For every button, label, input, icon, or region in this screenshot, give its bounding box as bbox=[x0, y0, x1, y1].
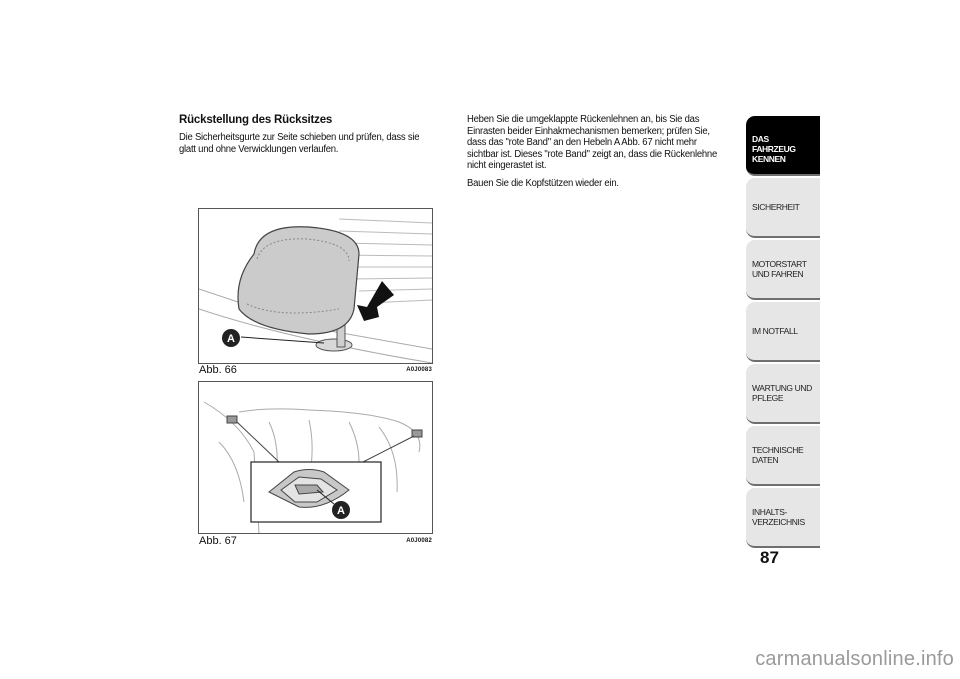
instruction-paragraph-1: Heben Sie die umgeklappte Rückenlehnen an, bis Sie das Einrasten beider Einhakmechanismen bemerken; prüfen Sie, dass das "rote Band" an den Hebeln A Abb. 67 nicht mehr sichtbar ist. Dieses "rote Band" zeigt an, dass die Rückenlehne nicht eingerastet ist. bbox=[467, 114, 718, 171]
tab-sicherheit[interactable]: SICHERHEIT bbox=[746, 178, 820, 238]
callout-a-label: A bbox=[227, 333, 235, 345]
headrest-illustration bbox=[199, 209, 432, 363]
tab-das-fahrzeug-kennen[interactable]: DAS FAHRZEUG KENNEN bbox=[746, 116, 820, 176]
tab-technische-daten[interactable]: TECHNISCHE DATEN bbox=[746, 426, 820, 486]
watermark: carmanualsonline.info bbox=[755, 648, 954, 670]
up-arrow-icon bbox=[357, 281, 394, 321]
tab-im-notfall[interactable]: IM NOTFALL bbox=[746, 302, 820, 362]
section-heading: Rückstellung des Rücksitzes bbox=[179, 114, 333, 126]
figure-code: A0J0083 bbox=[406, 367, 432, 373]
instruction-paragraph: Die Sicherheitsgurte zur Seite schieben und prüfen, dass sie glatt und ohne Verwicklungen verlaufen. bbox=[179, 132, 420, 155]
figure-label: Abb. 67 bbox=[199, 535, 237, 547]
callout-a-label: A bbox=[337, 505, 345, 517]
seat-lever-illustration bbox=[199, 382, 432, 533]
tab-wartung-und-pflege[interactable]: WARTUNG UND PFLEGE bbox=[746, 364, 820, 424]
page-number: 87 bbox=[760, 548, 779, 567]
figure-code: A0J0082 bbox=[406, 538, 432, 544]
left-text-column bbox=[179, 114, 447, 161]
figure-label: Abb. 66 bbox=[199, 364, 237, 376]
instruction-paragraph-2: Bauen Sie die Kopfstützen wieder ein. bbox=[467, 177, 619, 189]
right-text-column bbox=[467, 114, 737, 195]
figure-headrest bbox=[198, 208, 433, 364]
figure-seat-lever bbox=[198, 381, 433, 534]
tab-inhaltsverzeichnis[interactable]: INHALTS-VERZEICHNIS bbox=[746, 488, 820, 548]
tab-motorstart-und-fahren[interactable]: MOTORSTART UND FAHREN bbox=[746, 240, 820, 300]
